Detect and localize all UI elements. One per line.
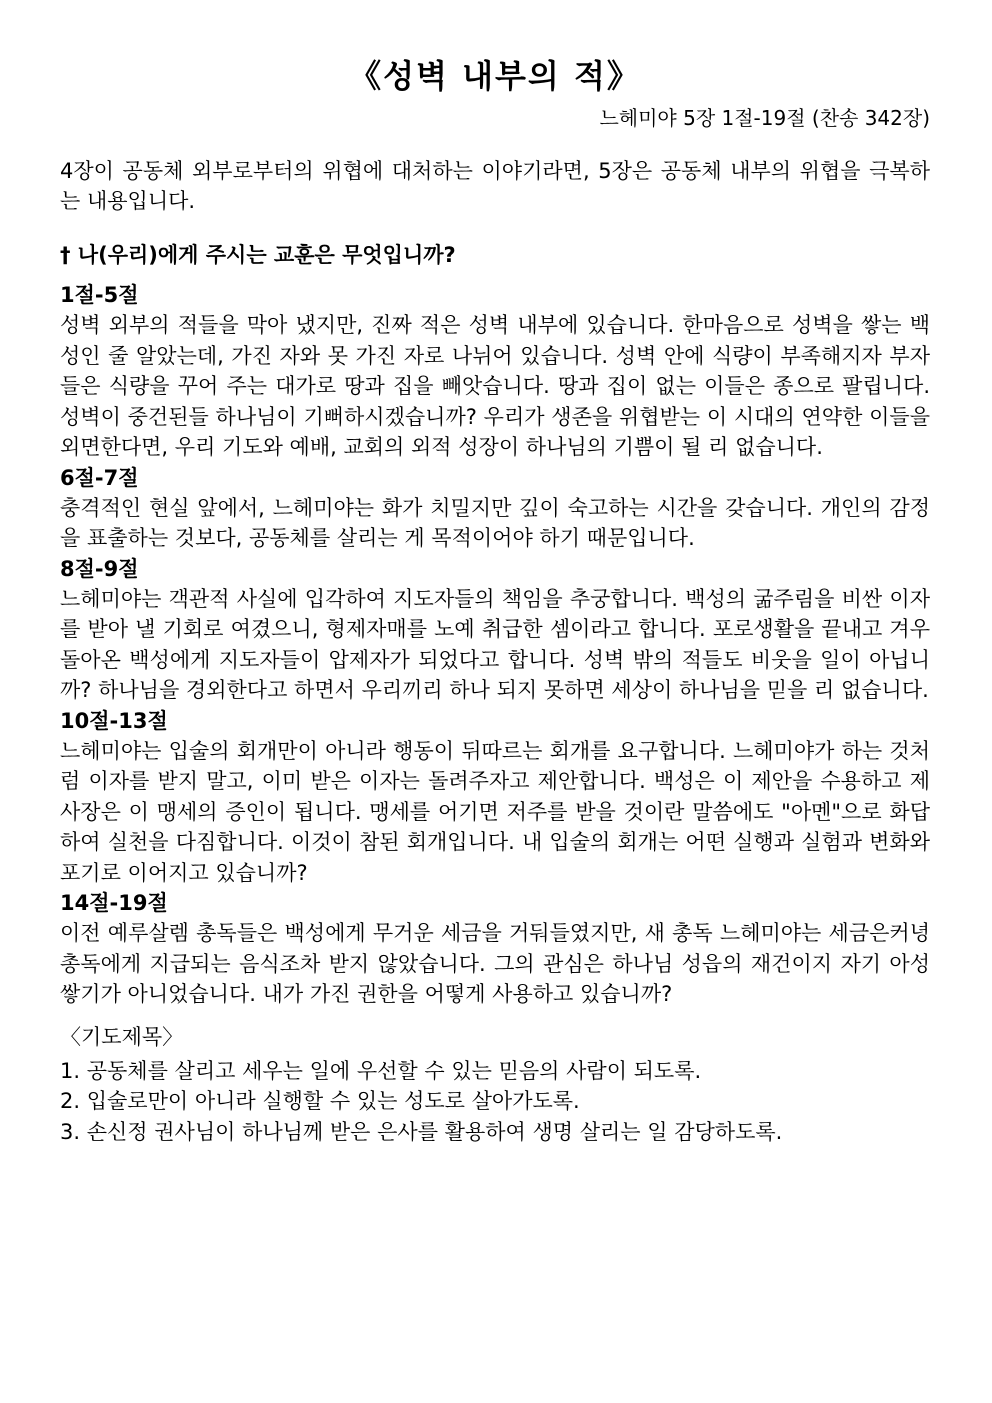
section-body: 충격적인 현실 앞에서, 느헤미야는 화가 치밀지만 깊이 숙고하는 시간을 갖습니다. 개인의 감정을 표출하는 것보다, 공동체를 살리는 게 목적이어야 하기 때문입니다. [60,495,930,550]
section-heading: 14절-19절 [60,891,168,915]
section-verses-14-19 [60,888,930,1010]
section-verses-6-7 [60,463,930,554]
page-title: 《성벽 내부의 적》 [349,57,641,95]
section-verses-10-13 [60,706,930,889]
section-body: 느헤미야는 객관적 사실에 입각하여 지도자들의 책임을 추궁합니다. 백성의 굶주림을 비싼 이자를 받아 낼 기회로 여겼으니, 형제자매를 노예 취급한 셈이라고 합니다. 포로생활을 끝내고 겨우 돌아온 백성에게 지도자들이 압제자가 되었다고 합니다. 성벽 밖의 적들도 비웃을 일이 아닙니까? 하나님을 경외한다고 하면서 우리끼리 하나 되지 못하면 세상이 하나님을 믿을 리 없습니다. [60,586,930,702]
prayer-section [60,1022,930,1148]
intro-paragraph: 4장이 공동체 외부로부터의 위협에 대처하는 이야기라면, 5장은 공동체 내부의 위협을 극복하는 내용입니다. [60,159,930,213]
section-heading: 8절-9절 [60,556,139,581]
section-heading: 1절-5절 [60,283,139,307]
prayer-item: 2. 입술로만이 아니라 실행할 수 있는 성도로 살아가도록. [60,1089,580,1113]
section-verses-8-9 [60,554,930,706]
section-verses-1-5 [60,280,930,463]
prayer-title: 〈기도제목〉 [60,1024,184,1049]
prayer-item: 3. 손신정 권사님이 하나님께 받은 은사를 활용하여 생명 살리는 일 감당하도록. [60,1119,783,1144]
prayer-item: 1. 공동체를 살리고 세우는 일에 우선할 수 있는 믿음의 사람이 되도록. [60,1058,702,1083]
scripture-reference: 느헤미야 5장 1절-19절 (찬송 342장) [599,106,930,130]
section-heading: 10절-13절 [60,708,168,733]
section-heading: 6절-7절 [60,465,139,490]
prayer-list [60,1056,930,1148]
section-body: 이전 예루살렘 총독들은 백성에게 무거운 세금을 거둬들였지만, 새 총독 느헤미야는 세금은커녕 총독에게 지급되는 음식조차 받지 않았습니다. 그의 관심은 하나님 성읍의 재건이지 자기 아성 쌓기가 아니었습니다. 내가 가진 권한을 어떻게 사용하고 있습니까? [60,921,930,1006]
section-body: 느헤미야는 입술의 회개만이 아니라 행동이 뒤따르는 회개를 요구합니다. 느헤미야가 하는 것처럼 이자를 받지 말고, 이미 받은 이자는 돌려주자고 제안합니다. 백성은 이 제안을 수용하고 제사장은 이 맹세의 증인이 됩니다. 맹세를 어기면 저주를 받을 것이란 말씀에도 "아멘"으로 화답하여 실천을 다짐합니다. 이것이 참된 회개입니다. 내 입술의 회개는 어떤 실행과 실험과 변화와 포기로 이어지고 있습니까? [60,738,930,885]
lesson-question: † 나(우리)에게 주시는 교훈은 무엇입니까? [60,243,456,267]
section-body: 성벽 외부의 적들을 막아 냈지만, 진짜 적은 성벽 내부에 있습니다. 한마음으로 성벽을 쌓는 백성인 줄 알았는데, 가진 자와 못 가진 자로 나뉘어 있습니다. 성벽 안에 식량이 부족해지자 부자들은 식량을 꾸어 주는 대가로 땅과 집을 빼앗습니다. 땅과 집이 없는 이들은 종으로 팔립니다. 성벽이 중건된들 하나님이 기뻐하시겠습니까? 우리가 생존을 위협받는 이 시대의 연약한 이들을 외면한다면, 우리 기도와 예배, 교회의 외적 성장이 하나님의 기쁨이 될 리 없습니다. [60,313,930,459]
document-page [60,50,930,1147]
